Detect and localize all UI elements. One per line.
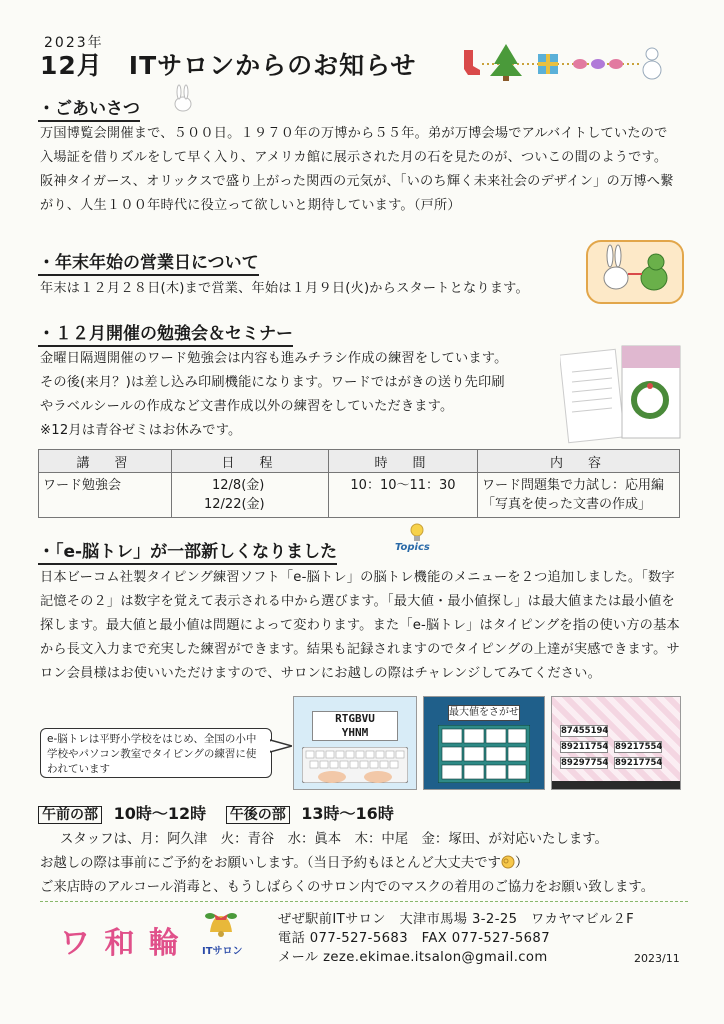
seminar-table <box>38 449 680 518</box>
table-header: 日 程 <box>172 450 329 473</box>
number-memory-screenshot: 87455194 89211754 89217554 89297754 89217754 <box>551 696 681 790</box>
christmas-decoration-icon <box>456 40 666 82</box>
holidays-text: 年末は１２月２８日(木)まで営業、年始は１月９日(火)からスタートとなります。 <box>40 281 529 296</box>
max-finder-screenshot: 最大値をさがせ <box>423 696 545 790</box>
greeting-text: 万国博覧会開催まで、５００日。１９７０年の万博から５５年。弟が万博会場でアルバイトしていたので入場証を借りズルをして早く入り、アメリカ館に展示された月の石を見たのが、ついこの間のようです。阪神タイガース、オリックスで盛り上がった関西の元気が、「いのち輝く未来社会のデザイン」の万博へ繋がり、人生１００年時代に役立って欲しいと期待しています。（戸所） <box>40 126 674 213</box>
seminar-text: 金曜日隔週開催のワード勉強会は内容も進みチラシ作成の練習をしています。 その後(来月？)は差し込み印刷機能になります。ワードではがきの送り先印刷 やラベルシールの作成など文書作成以外の練習をしていただきます。 ※12月は青谷ゼミはお休みです。 <box>40 351 508 438</box>
table-cell-date: 12/8(金) 12/22(金) <box>172 473 329 518</box>
am-time: 10時〜12時 <box>113 804 207 823</box>
table-cell-time: 10：10〜11：30 <box>329 473 478 518</box>
salon-address: ぜぜ駅前ITサロン 大津市馬場 3-2-25 ワカヤマビル２F <box>278 912 635 927</box>
keyboard-icon <box>302 747 408 783</box>
salon-phone: 電話 077-527-5683 FAX 077-527-5687 <box>278 931 551 946</box>
table-row <box>39 473 680 518</box>
hours-row <box>38 801 394 824</box>
holidays-heading: ・年末年始の営業日について <box>38 248 259 276</box>
staff-text: スタッフは、月：阿久津 火：青谷 水：眞本 木：中尾 金：塚田、が対応いたします。 <box>60 832 608 847</box>
pm-label: 午後の部 <box>226 806 290 824</box>
reservation-text: お越しの際は事前にご予約をお願いします。（当日予約もほとんど大丈夫です ） <box>40 856 529 871</box>
issue-date: 2023/11 <box>634 952 680 965</box>
notice-text: ご来店時のアルコール消毒と、もうしばらくのサロン内でのマスクの着用のご協力をお願い致します。 <box>40 880 655 895</box>
seminar-heading: ・１２月開催の勉強会＆セミナー <box>38 319 293 347</box>
enoutore-heading: ・「e-脳トレ」が一部新しくなりました <box>38 537 337 565</box>
salon-logo <box>60 914 243 962</box>
topics-label: Topics <box>395 542 430 553</box>
pm-time: 13時〜16時 <box>301 804 394 823</box>
table-header: 時 間 <box>329 450 478 473</box>
table-header: 内 容 <box>478 450 680 473</box>
table-header: 講 習 <box>39 450 172 473</box>
greeting-heading: ・ごあいさつ <box>38 94 140 122</box>
grid-board-icon <box>438 725 530 783</box>
table-cell-course: ワード勉強会 <box>39 473 172 518</box>
footer-divider <box>40 901 688 902</box>
bell-icon <box>202 908 240 938</box>
logo-text: ワ 和 輪 <box>60 926 181 961</box>
bubble-tail-icon <box>270 738 292 754</box>
page-title: 12月 ITサロンからのお知らせ <box>40 51 417 80</box>
salon-email[interactable]: メール zeze.ekimae.itsalon@gmail.com <box>278 950 548 965</box>
seminar-handout-icon <box>560 342 684 446</box>
logo-sub: ITサロン <box>202 946 243 957</box>
am-label: 午前の部 <box>38 806 102 824</box>
lightbulb-icon <box>409 523 425 543</box>
table-cell-content: ワード問題集で力試し：応用編 「写真を使った文書の作成」 <box>478 473 680 518</box>
speech-bubble: e-脳トレは平野小学校をはじめ、全国の小中学校やパソコン教室でタイピングの練習に使われています <box>40 728 272 778</box>
rabbit-icon <box>170 84 196 114</box>
issue-year: 2023年 <box>44 35 104 51</box>
typing-screenshot: RTGBVU YHNM <box>293 696 417 790</box>
enoutore-text: 日本ビーコム社製タイピング練習ソフト「e-脳トレ」の脳トレ機能のメニューを２つ追加しました。「数字記憶その２」は数字を覚えて表示される中から選びます。「最大値・最小値探し」は最大値または最小値を探します。最大値と最小値は問題によって変わります。また「e-脳トレ」はタイピングを指の使い方の基本から長文入力まで充実した練習ができます。結果も記録されますのでタイピングの上達が実感できます。サロン会員様はお使いいただけますので、サロンにお越しの際はチャレンジしてみてください。 <box>40 570 680 681</box>
rabbit-dragon-illustration-icon <box>586 240 684 304</box>
topics-badge <box>393 523 441 559</box>
ok-hand-icon <box>501 855 515 869</box>
